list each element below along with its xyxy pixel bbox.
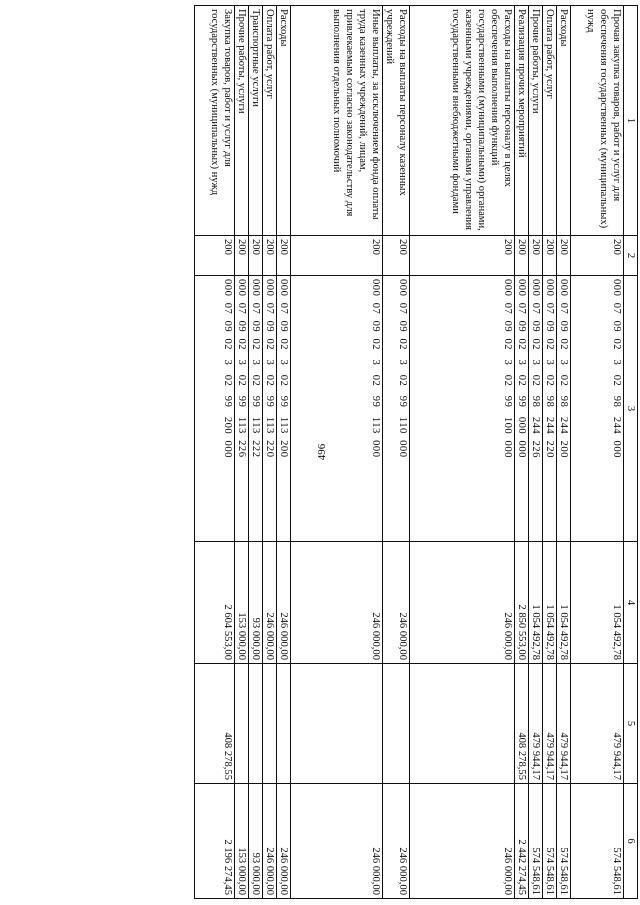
table-row	[529, 6, 543, 899]
row-budget-code: 000 07 09 02 3 02 99 100 000	[410, 276, 515, 542]
row-column-2: 200	[277, 236, 291, 276]
row-amount-col5: 479 944,17	[543, 664, 557, 784]
row-column-2: 200	[543, 236, 557, 276]
row-name: Расходы на выплаты персоналу казенных учреждений	[383, 6, 410, 236]
row-amount-col5: 408 278,55	[515, 664, 529, 784]
row-amount-col4: 2 604 553,00	[195, 542, 235, 664]
column-number-row	[624, 6, 638, 899]
table-row	[235, 6, 249, 899]
column-number: 6	[624, 784, 638, 899]
row-amount-col5	[383, 664, 410, 784]
row-amount-col4: 246 000,00	[291, 542, 383, 664]
row-amount-col5	[277, 664, 291, 784]
row-amount-col6: 2 442 274,45	[515, 784, 529, 899]
row-amount-col4: 1 054 492,78	[543, 542, 557, 664]
row-name: Иные выплаты, за исключением фонда оплаты труда казенных учреждений, лицам, привлекаемым согласно законодательству для выполнения отдельных полномочий	[291, 6, 383, 236]
row-budget-code: 000 07 09 02 3 02 99 113 200	[277, 276, 291, 542]
row-amount-col4: 93 000,00	[249, 542, 263, 664]
row-budget-code: 000 07 09 02 3 02 99 000 000	[515, 276, 529, 542]
budget-table	[194, 5, 638, 899]
row-amount-col6: 574 548,61	[571, 784, 624, 899]
row-column-2: 200	[195, 236, 235, 276]
row-amount-col6: 246 000,00	[291, 784, 383, 899]
row-name: Расходы	[277, 6, 291, 236]
row-amount-col5	[291, 664, 383, 784]
row-amount-col4: 1 054 492,78	[557, 542, 571, 664]
row-amount-col6: 246 000,00	[383, 784, 410, 899]
row-amount-col4: 1 054 492,78	[571, 542, 624, 664]
row-amount-col5: 408 278,55	[195, 664, 235, 784]
row-amount-col5	[410, 664, 515, 784]
row-name: Реализация прочих мероприятий	[515, 6, 529, 236]
row-name: Оплата работ, услуг	[263, 6, 277, 236]
table-row	[515, 6, 529, 899]
row-budget-code: 000 07 09 02 3 02 99 110 000	[383, 276, 410, 542]
table-row	[195, 6, 235, 899]
row-amount-col6: 574 548,61	[557, 784, 571, 899]
table-row	[571, 6, 624, 899]
row-amount-col5: 479 944,17	[529, 664, 543, 784]
row-amount-col6: 246 000,00	[410, 784, 515, 899]
row-column-2: 200	[571, 236, 624, 276]
column-number: 1	[624, 6, 638, 236]
row-budget-code: 000 07 09 02 3 02 98 244 200	[557, 276, 571, 542]
row-budget-code: 000 07 09 02 3 02 99 113 226	[235, 276, 249, 542]
row-amount-col5	[249, 664, 263, 784]
row-budget-code: 000 07 09 02 3 02 99 113 000	[291, 276, 383, 542]
row-column-2: 200	[263, 236, 277, 276]
row-amount-col4: 1 054 492,78	[529, 542, 543, 664]
table-row	[249, 6, 263, 899]
table-row	[291, 6, 383, 899]
row-budget-code: 000 07 09 02 3 02 99 113 220	[263, 276, 277, 542]
row-name: Транспортные услуги	[249, 6, 263, 236]
row-column-2: 200	[383, 236, 410, 276]
row-column-2: 200	[235, 236, 249, 276]
row-amount-col5: 479 944,17	[571, 664, 624, 784]
row-column-2: 200	[291, 236, 383, 276]
row-name: Расходы	[557, 6, 571, 236]
row-budget-code: 000 07 09 02 3 02 98 244 226	[529, 276, 543, 542]
row-amount-col6: 153 000,00	[235, 784, 249, 899]
page-number: 496	[316, 443, 328, 461]
row-amount-col5	[263, 664, 277, 784]
row-amount-col4: 246 000,00	[410, 542, 515, 664]
row-amount-col5	[235, 664, 249, 784]
row-amount-col6: 574 548,61	[529, 784, 543, 899]
row-amount-col5: 479 944,17	[557, 664, 571, 784]
row-column-2: 200	[249, 236, 263, 276]
row-budget-code: 000 07 09 02 3 02 98 244 000	[571, 276, 624, 542]
table-row	[277, 6, 291, 899]
row-amount-col4: 2 850 553,00	[515, 542, 529, 664]
row-budget-code: 000 07 09 02 3 02 99 113 222	[249, 276, 263, 542]
row-amount-col6: 2 196 274,45	[195, 784, 235, 899]
table-row	[410, 6, 515, 899]
row-name: Закупка товаров, работ и услуг для государственных (муниципальных) нужд	[195, 6, 235, 236]
table-frame	[75, 5, 638, 898]
row-amount-col4: 246 000,00	[263, 542, 277, 664]
table-row	[263, 6, 277, 899]
row-column-2: 200	[529, 236, 543, 276]
row-amount-col6: 246 000,00	[263, 784, 277, 899]
row-column-2: 200	[515, 236, 529, 276]
column-number: 5	[624, 664, 638, 784]
row-budget-code: 000 07 09 02 3 02 99 200 000	[195, 276, 235, 542]
column-number: 3	[624, 276, 638, 542]
row-name: Прочие работы, услуги	[235, 6, 249, 236]
column-number: 4	[624, 542, 638, 664]
table-row	[557, 6, 571, 899]
row-amount-col4: 246 000,00	[277, 542, 291, 664]
table-row	[383, 6, 410, 899]
row-name: Прочие работы, услуги	[529, 6, 543, 236]
table-row	[543, 6, 557, 899]
row-amount-col6: 93 000,00	[249, 784, 263, 899]
row-amount-col6: 574 548,61	[543, 784, 557, 899]
row-name: Прочая закупка товаров, работ и услуг для обеспечения государственных (муниципальных) нужд	[571, 6, 624, 236]
row-amount-col4: 153 000,00	[235, 542, 249, 664]
row-column-2: 200	[557, 236, 571, 276]
column-number: 2	[624, 236, 638, 276]
row-column-2: 200	[410, 236, 515, 276]
row-amount-col6: 246 000,00	[277, 784, 291, 899]
row-name: Расходы на выплаты персоналу в целях обеспечения выполнения функций государственными (муниципальными) органами, казенными учреждениями, органами управления государственными внебюджетными фондами	[410, 6, 515, 236]
row-amount-col4: 246 000,00	[383, 542, 410, 664]
row-name: Оплата работ, услуг	[543, 6, 557, 236]
row-budget-code: 000 07 09 02 3 02 98 244 220	[543, 276, 557, 542]
